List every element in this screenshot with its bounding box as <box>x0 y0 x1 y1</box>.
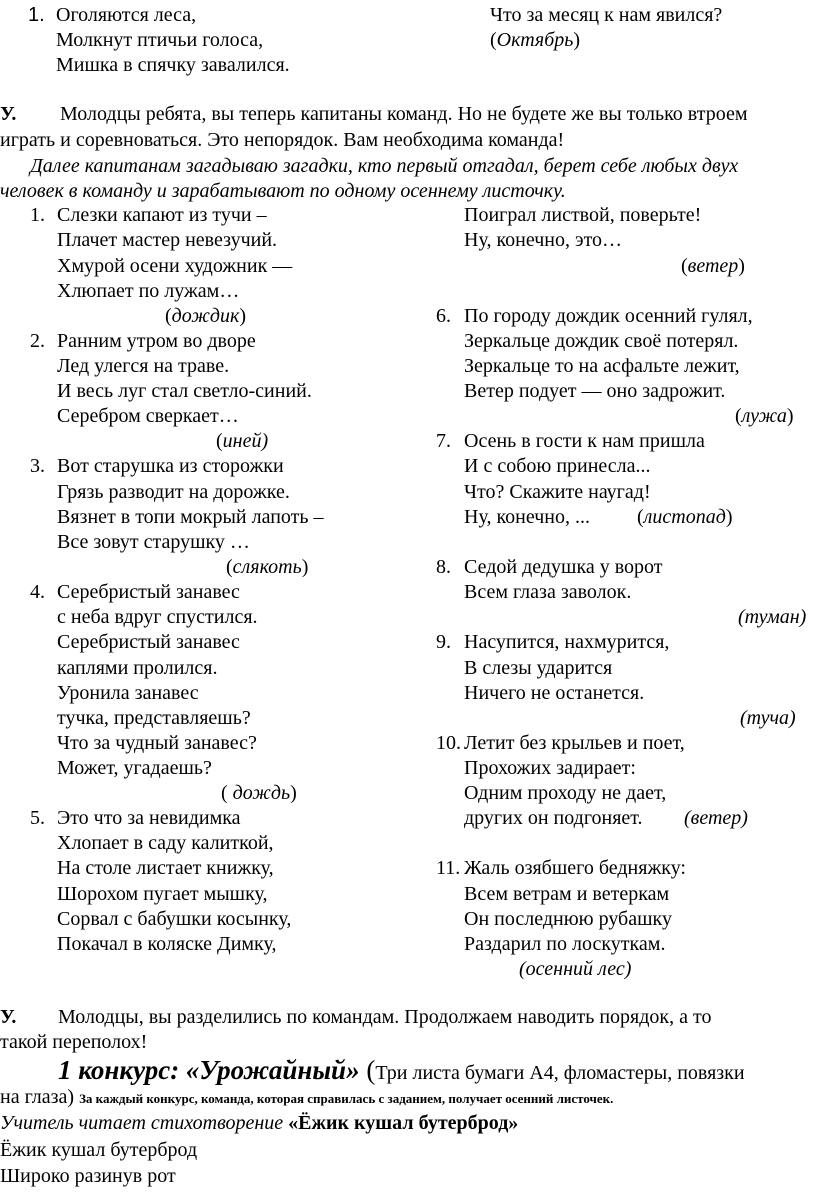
contest-title: 1 конкурс: «Урожайный» <box>58 1055 360 1085</box>
poem-line: Осень в гости к нам пришла <box>464 430 705 452</box>
poem-line: Оголяются леса, <box>56 4 197 26</box>
poem-title: «Ёжик кушал бутерброд» <box>288 1112 519 1134</box>
poem-line: Седой дедушка у ворот <box>464 556 663 578</box>
poem-line: Уронила занавес <box>57 682 199 704</box>
poem-line: На столе листает книжку, <box>57 857 274 879</box>
riddle-answer: (иней) <box>216 430 269 452</box>
poem-line: Он последнюю рубашку <box>464 908 672 930</box>
poem-line: Раздарил по лоскуткам. <box>464 933 666 955</box>
poem-line: Это что за невидимка <box>57 807 241 829</box>
contest-note: За каждый конкурс, команда, которая справилась с заданием, получает осенний листочек. <box>79 1091 614 1106</box>
poem-line: с неба вдруг спустился. <box>57 606 258 628</box>
poem-line: Все зовут старушку … <box>57 531 250 553</box>
poem-line: Одним проходу не дает, <box>464 782 667 804</box>
poem-line: В слезы ударится <box>464 657 613 679</box>
poem-line: И весь луг стал светло-синий. <box>57 380 312 402</box>
poem-line: Шорохом пугает мышку, <box>57 883 268 905</box>
poem-line: Молкнут птичьи голоса, <box>56 29 264 51</box>
poem-line: Мишка в спячку завалился. <box>56 54 290 76</box>
poem-line: Ёжик кушал бутерброд <box>0 1139 198 1161</box>
poem-line: тучка, представляешь? <box>57 707 251 729</box>
poem-line: Что? Скажите наугад! <box>464 481 651 503</box>
teacher-instruction: Учитель читает стихотворение «Ёжик кушал бутерброд» <box>0 1112 519 1134</box>
poem-line: каплями пролился. <box>57 657 218 679</box>
riddle-number: 8. <box>436 556 451 578</box>
poem-line: Поиграл листвой, поверьте! <box>464 204 702 226</box>
poem-line: Грязь разводит на дорожке. <box>57 481 290 503</box>
poem-line: По городу дождик осенний гулял, <box>464 305 753 327</box>
poem-line: других он подгоняет. <box>464 807 643 829</box>
instruction-line: человек в команду и зарабатывают по одному осеннему листочку. <box>0 180 566 202</box>
poem-line: Вязнет в топи мокрый лапоть – <box>57 506 324 528</box>
paragraph-line: Молодцы, вы разделились по командам. Продолжаем наводить порядок, а то <box>58 1006 712 1028</box>
poem-line: Жаль озябшего бедняжку: <box>464 857 686 879</box>
riddle-answer: (туча) <box>740 707 796 729</box>
riddle-number: 10. <box>436 732 461 754</box>
poem-line: Покачал в коляске Димку, <box>57 933 277 955</box>
riddle-number: 7. <box>436 430 451 452</box>
poem-line: Всем глаза заволок. <box>464 581 632 603</box>
poem-line: Может, угадаешь? <box>57 757 212 779</box>
riddle-answer: (ветер) <box>681 255 745 277</box>
paragraph-line: Молодцы ребята, вы теперь капитаны команд. Но не будете же вы только втроем <box>60 103 748 125</box>
riddle-answer: (лужа) <box>735 405 794 427</box>
poem-line: Широко разинув рот <box>0 1165 176 1187</box>
poem-line: Насупится, нахмурится, <box>464 631 670 653</box>
poem-line: Сорвал с бабушки косынку, <box>57 908 292 930</box>
poem-line: Серебристый занавес <box>57 581 240 603</box>
poem-line: Зеркальце дождик своё потерял. <box>464 330 739 352</box>
contest-materials-cont: на глаза) За каждый конкурс, команда, которая справилась с заданием, получает осенний листочек. <box>0 1086 614 1108</box>
poem-line: Что за месяц к нам явился? <box>490 4 723 26</box>
riddle-answer: (ветер) <box>684 807 748 829</box>
riddle-answer: (слякоть) <box>226 556 309 578</box>
riddle-number: 2. <box>30 330 45 352</box>
paragraph-line: такой переполох! <box>0 1031 148 1053</box>
poem-line: Слезки капают из тучи – <box>57 204 267 226</box>
speaker-label: У. <box>0 1006 17 1028</box>
poem-line: Лед улегся на траве. <box>57 355 230 377</box>
poem-line: Что за чудный занавес? <box>57 732 257 754</box>
poem-line: Серебристый занавес <box>57 631 240 653</box>
contest-heading: 1 конкурс: «Урожайный» (Три листа бумаги А4, фломастеры, повязки <box>58 1055 745 1085</box>
poem-line: Серебром сверкает… <box>57 405 239 427</box>
instruction-line: Далее капитанам загадываю загадки, кто первый отгадал, берет себе любых двух <box>30 155 739 177</box>
riddle-number: 9. <box>436 631 451 653</box>
speaker-label: У. <box>0 103 17 125</box>
poem-line: Летит без крыльев и поет, <box>464 732 685 754</box>
poem-line: Хмурой осени художник — <box>57 255 293 277</box>
riddle-answer: (туман) <box>738 606 807 628</box>
poem-line: Ничего не останется. <box>464 682 645 704</box>
riddle-number: 1. <box>30 204 45 226</box>
riddle-number: 4. <box>30 581 45 603</box>
riddle-number: 11. <box>436 857 461 879</box>
poem-line: Ранним утром во дворе <box>57 330 256 352</box>
poem-line: И с собою принесла... <box>464 455 651 477</box>
riddle-number: 3. <box>30 455 45 477</box>
poem-line: Всем ветрам и ветеркам <box>464 883 670 905</box>
riddle-number: 1. <box>28 4 45 26</box>
poem-line: Плачет мастер невезучий. <box>57 229 278 251</box>
riddle-number: 6. <box>436 305 451 327</box>
poem-line: Зеркальце то на асфальте лежит, <box>464 355 740 377</box>
poem-line: Хлюпает по лужам… <box>57 280 240 302</box>
poem-line: Ветер подует — оно задрожит. <box>464 380 726 402</box>
riddle-answer: ( дождь) <box>221 782 297 804</box>
riddle-number: 5. <box>30 807 45 829</box>
poem-line: Хлопает в саду калиткой, <box>57 832 274 854</box>
riddle-answer: (Октябрь) <box>490 29 581 51</box>
riddle-answer: (листопад) <box>637 506 733 528</box>
riddle-answer: (дождик) <box>165 305 247 327</box>
poem-line: Вот старушка из сторожки <box>57 455 284 477</box>
contest-materials: Три листа бумаги А4, фломастеры, повязки <box>375 1062 745 1084</box>
poem-line: Ну, конечно, ... <box>464 506 590 528</box>
poem-line: Прохожих задирает: <box>464 757 636 779</box>
paragraph-line: играть и соревноваться. Это непорядок. Вам необходима команда! <box>0 129 565 151</box>
riddle-answer: (осенний лес) <box>519 958 632 980</box>
poem-line: Ну, конечно, это… <box>464 229 623 251</box>
